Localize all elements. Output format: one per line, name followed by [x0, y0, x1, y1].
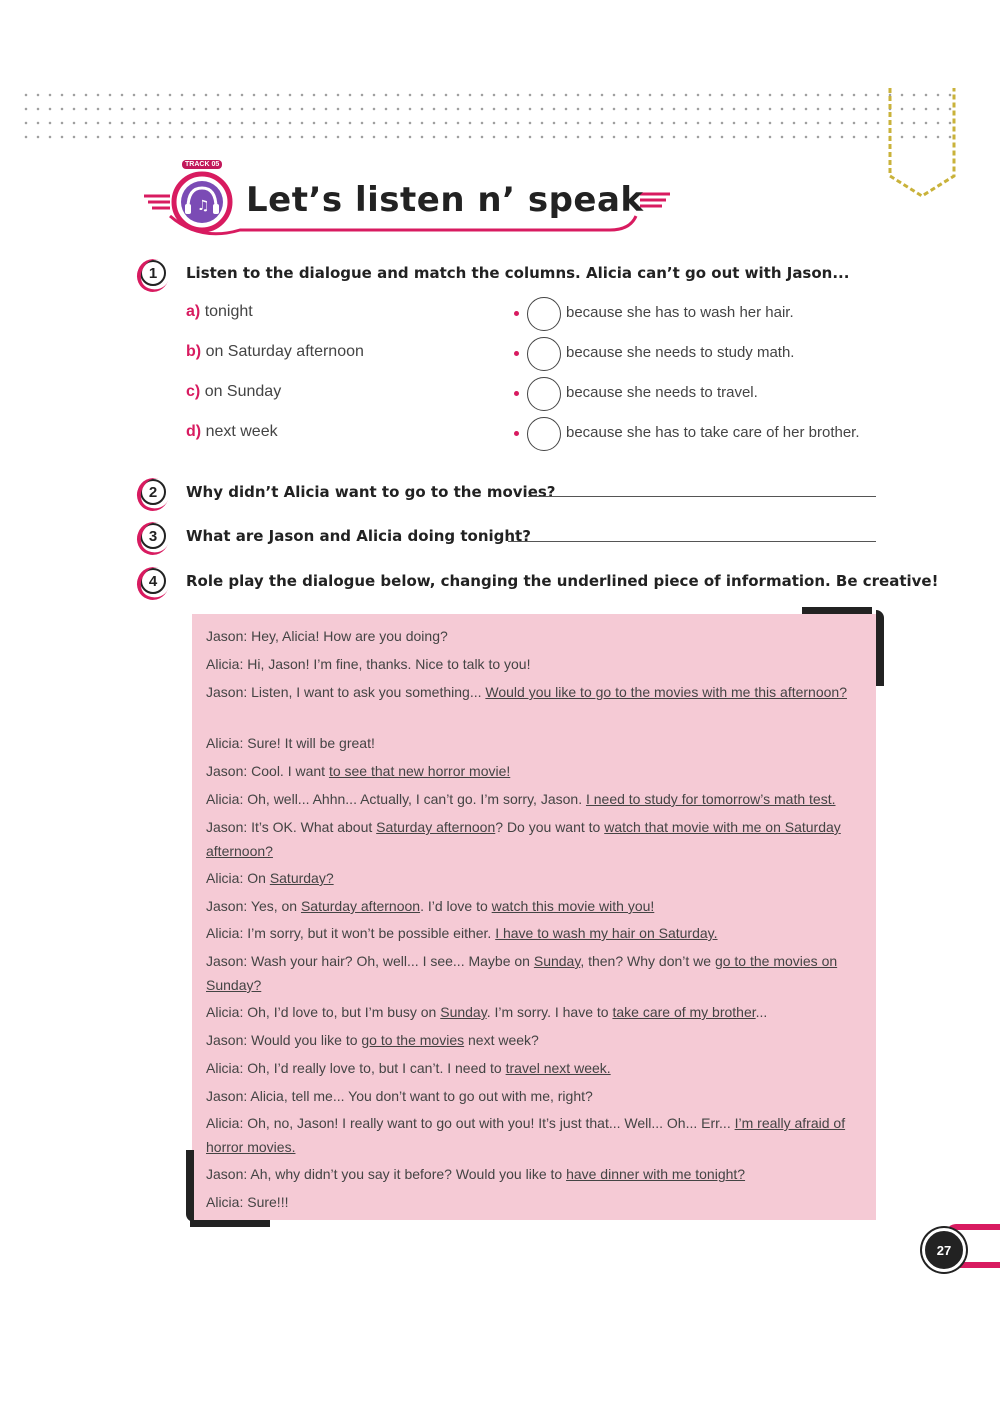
tread-decoration [190, 1220, 270, 1227]
bullet-dot [514, 391, 519, 396]
answer-circle[interactable] [527, 297, 561, 331]
match-left-item: d) next week [186, 423, 278, 440]
dialogue-line: Alicia: Oh, no, Jason! I really want to go out with you! It’s just that... Well... Oh... Err... I’m really afraid of horror movies. [206, 1115, 846, 1155]
question-text: What are Jason and Alicia doing tonight? [186, 527, 531, 545]
question-1 [140, 260, 849, 286]
dialogue-line: Jason: Alicia, tell me... You don’t want to go out with me, right? [206, 1088, 593, 1104]
dialogue-line: Alicia: Sure! It will be great! [206, 735, 375, 751]
answer-circle[interactable] [527, 377, 561, 411]
dialogue-line: Jason: Yes, on Saturday afternoon. I’d love to watch this movie with you! [206, 898, 655, 914]
dialogue-line: Alicia: On Saturday? [206, 870, 334, 886]
tread-decoration [876, 610, 884, 686]
match-left-item: c) on Sunday [186, 383, 282, 400]
track-label: TRACK 05 [182, 160, 222, 169]
dialogue-line: Alicia: Oh, I’d really love to, but I can’t. I need to travel next week. [206, 1060, 611, 1076]
dialogue-line: Jason: Would you like to go to the movies next week? [206, 1032, 539, 1048]
page-title: Let’s listen n’ speak [246, 180, 644, 220]
dotted-pattern [20, 88, 960, 148]
answer-circle[interactable] [527, 337, 561, 371]
match-left-item: a) tonight [186, 303, 253, 320]
question-number: 2 [140, 479, 166, 505]
dialogue-line: Alicia: Sure!!! [206, 1194, 289, 1210]
bullet-dot [514, 431, 519, 436]
tread-decoration [186, 1150, 194, 1222]
match-right-item: because she needs to travel. [566, 384, 758, 401]
match-left-item: b) on Saturday afternoon [186, 343, 364, 360]
svg-text:♫: ♫ [197, 198, 210, 214]
match-right-item: because she has to wash her hair. [566, 304, 794, 321]
question-number: 1 [140, 260, 166, 286]
question-text: Why didn’t Alicia want to go to the movies? [186, 483, 556, 501]
question-3 [140, 523, 531, 549]
question-2 [140, 479, 556, 505]
question-number: 4 [140, 568, 166, 594]
tread-decoration [802, 607, 872, 614]
bookmark-ribbon [886, 88, 958, 198]
page-number: 27 [922, 1228, 966, 1272]
question-text: Role play the dialogue below, changing the underlined piece of information. Be creative! [186, 572, 939, 590]
dialogue-line: Alicia: Oh, I’d love to, but I’m busy on Sunday. I’m sorry. I have to take care of my brother... [206, 1004, 768, 1020]
match-right-item: because she needs to study math. [566, 344, 795, 361]
dialogue-line: Jason: It’s OK. What about Saturday afternoon? Do you want to watch that movie with me on Saturday afternoon? [206, 819, 841, 859]
question-number: 3 [140, 523, 166, 549]
dialogue-line: Alicia: Hi, Jason! I’m fine, thanks. Nice to talk to you! [206, 656, 531, 672]
dialogue-line: Jason: Ah, why didn’t you say it before? Would you like to have dinner with me tonight? [206, 1166, 746, 1182]
dialogue-line: Jason: Wash your hair? Oh, well... I see... Maybe on Sunday, then? Why don’t we go to the movies on Sunday? [206, 953, 838, 993]
dialogue-line: Jason: Hey, Alicia! How are you doing? [206, 628, 448, 644]
match-right-item: because she has to take care of her brother. [566, 424, 860, 441]
answer-line[interactable] [508, 541, 876, 542]
dialogue-line: Alicia: I’m sorry, but it won’t be possible either. I have to wash my hair on Saturday. [206, 925, 718, 941]
question-text: Listen to the dialogue and match the columns. Alicia can’t go out with Jason... [186, 264, 850, 282]
dialogue-line: Alicia: Oh, well... Ahhn... Actually, I can’t go. I’m sorry, Jason. I need to study for tomorrow’s math test. [206, 791, 836, 807]
dialogue-line: Jason: Cool. I want to see that new horror movie! [206, 763, 511, 779]
dialogue-line: Jason: Listen, I want to ask you something... Would you like to go to the movies with me this afternoon? [206, 684, 847, 700]
question-4 [140, 568, 938, 594]
answer-circle[interactable] [527, 417, 561, 451]
answer-line[interactable] [528, 496, 876, 497]
bullet-dot [514, 311, 519, 316]
bullet-dot [514, 351, 519, 356]
